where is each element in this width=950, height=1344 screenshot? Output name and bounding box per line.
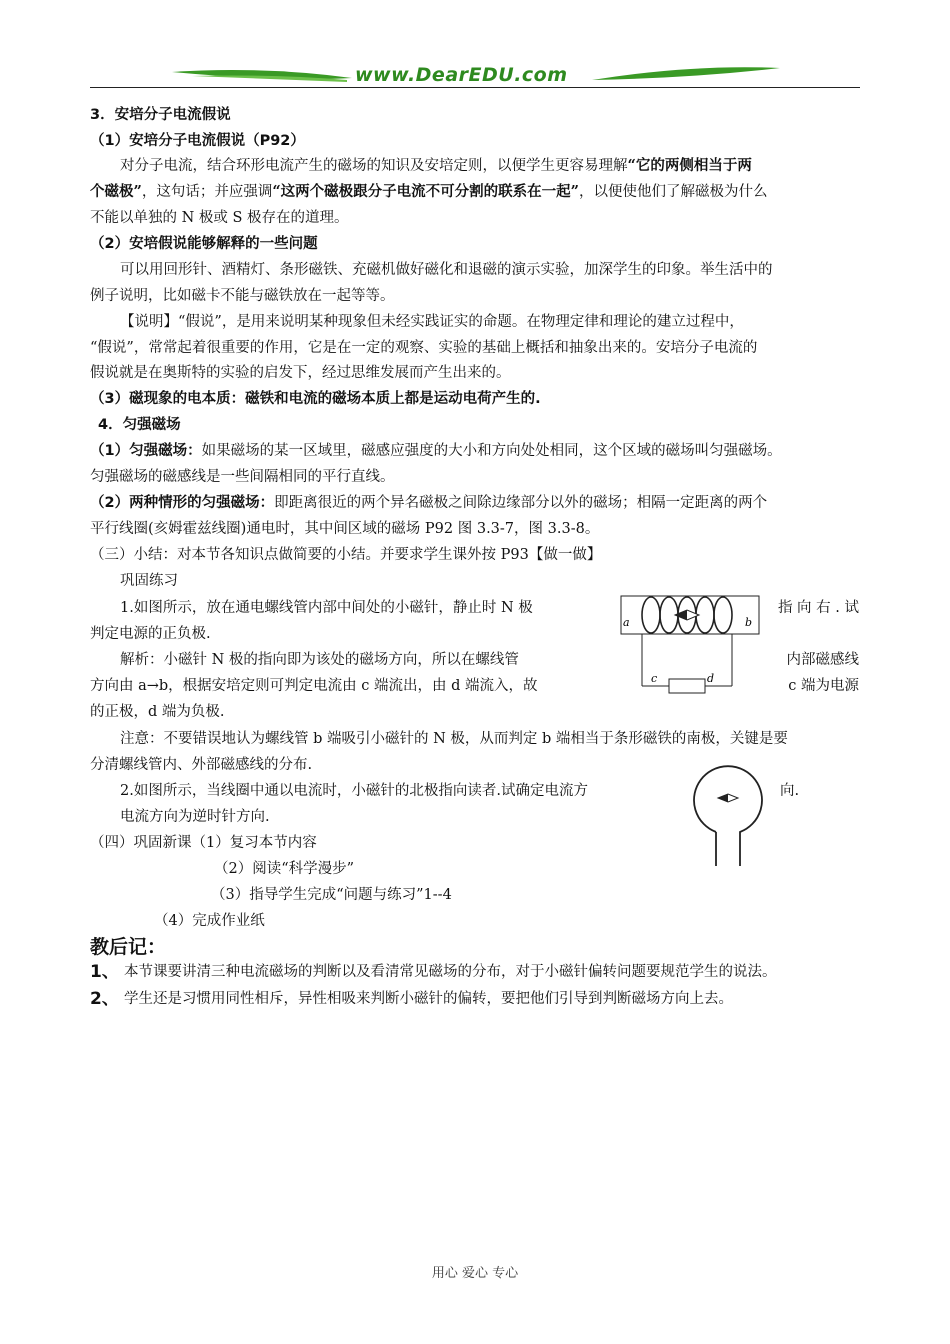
question-2-answer: 电流方向为逆时针方向. bbox=[120, 809, 270, 825]
question-2-line-1-right: 向. bbox=[780, 783, 800, 799]
paragraph-3-line-3: 假说就是在奥斯特的实验的启发下，经过思维发展而产生出来的。 bbox=[90, 365, 511, 381]
solution-1-line-3: 的正极，d 端为负极. bbox=[90, 704, 225, 720]
after-class-title: 教后记： bbox=[90, 936, 167, 958]
section-3-title: 3．安培分子电流假说 bbox=[90, 107, 231, 123]
after-class-item-2-number: 2、 bbox=[90, 989, 119, 1009]
note-line-2: 分清螺线管内、外部磁感线的分布. bbox=[90, 757, 313, 773]
practice-title: 巩固练习 bbox=[120, 573, 178, 589]
section-4-title: 4．匀强磁场 bbox=[98, 417, 181, 433]
after-class-item-1: 本节课要讲清三种电流磁场的判断以及看清常见磁场的分布，对于小磁针偏转问题要规范学生的说法。 bbox=[124, 964, 777, 980]
section-3-3: （3）磁现象的电本质：磁铁和电流的磁场本质上都是运动电荷产生的. bbox=[90, 391, 541, 407]
paragraph-3-line-2: “假说”，常常起着很重要的作用，它是在一定的观察、实验的基础上概括和抽象出来的。安培分子电流的 bbox=[90, 340, 758, 356]
consolidate-line-4: （4）完成作业纸 bbox=[154, 913, 265, 929]
section-4-2-line-1: （2）两种情形的匀强磁场：即距离很近的两个异名磁极之间除边缘部分以外的磁场；相隔一定距离的两个 bbox=[90, 495, 768, 511]
question-1-line-1: 1.如图所示，放在通电螺线管内部中间处的小磁针，静止时 N 极 bbox=[120, 600, 533, 616]
header-rule bbox=[90, 87, 860, 88]
consolidate-line-2: （2）阅读“科学漫步” bbox=[214, 861, 355, 877]
paragraph-2-line-1: 可以用回形针、酒精灯、条形磁铁、充磁机做好磁化和退磁的演示实验，加深学生的印象。举生活中的 bbox=[120, 262, 773, 278]
section-3-1-title: （1）安培分子电流假说（P92） bbox=[90, 133, 305, 149]
solution-1-line-2: 方向由 a→b，根据安培定则可判定电流由 c 端流出，由 d 端流入，故 bbox=[90, 678, 538, 694]
solution-1-line-1-right: 内部磁感线 bbox=[786, 652, 859, 668]
after-class-item-1-number: 1、 bbox=[90, 962, 119, 982]
paragraph-1-line-3: 不能以单独的 N 极或 S 极存在的道理。 bbox=[90, 210, 349, 226]
consolidate-line-1: （四）巩固新课（1）复习本节内容 bbox=[90, 835, 317, 851]
label-b: b bbox=[745, 616, 753, 629]
solution-1-line-2-right: c 端为电源 bbox=[788, 678, 859, 694]
paragraph-1-line-2: 个磁极”，这句话；并应强调“这两个磁极跟分子电流不可分割的联系在一起”，以便使他们了解磁极为什么 bbox=[90, 183, 768, 200]
label-c: c bbox=[651, 672, 658, 685]
paragraph-1-line-1: 对分子电流，结合环形电流产生的磁场的知识及安培定则，以便学生更容易理解“它的两侧相当于两 bbox=[120, 157, 752, 174]
question-1-line-2: 判定电源的正负极. bbox=[90, 626, 211, 642]
section-3-2-title: （2）安培假说能够解释的一些问题 bbox=[90, 236, 318, 252]
solution-1-line-1: 解析：小磁针 N 极的指向即为该处的磁场方向，所以在螺线管 bbox=[120, 652, 519, 668]
paragraph-3-line-1: 【说明】“假说”，是用来说明某种现象但未经实践证实的命题。在物理定律和理论的建立过程中， bbox=[120, 314, 744, 330]
after-class-item-2: 学生还是习惯用同性相斥，异性相吸来判断小磁针的偏转，要把他们引导到判断磁场方向上去。 bbox=[124, 991, 733, 1007]
section-4-1-line-2: 匀强磁场的磁感线是一些间隔相同的平行直线。 bbox=[90, 469, 395, 485]
label-a: a bbox=[623, 616, 630, 629]
summary: （三）小结：对本节各知识点做简要的小结。并要求学生课外按 P93【做一做】 bbox=[90, 547, 602, 563]
label-d: d bbox=[707, 672, 715, 685]
section-4-1-line-1: （1）匀强磁场：如果磁场的某一区域里，磁感应强度的大小和方向处处相同，这个区域的磁场叫匀强磁场。 bbox=[90, 443, 782, 459]
note-line-1: 注意：不要错误地认为螺线管 b 端吸引小磁针的 N 极，从而判定 b 端相当于条形磁铁的南极，关键是要 bbox=[120, 731, 788, 747]
paragraph-2-line-2: 例子说明，比如磁卡不能与磁铁放在一起等等。 bbox=[90, 288, 395, 304]
solenoid-circuit-figure bbox=[615, 588, 765, 708]
consolidate-line-3: （3）指导学生完成“问题与练习”1--4 bbox=[211, 887, 452, 903]
question-1-line-1-right: 指 向 右 . 试 bbox=[777, 600, 859, 616]
footer-text: 用心 爱心 专心 bbox=[431, 1266, 519, 1281]
section-4-2-line-2: 平行线圈(亥姆霍兹线圈)通电时，其中间区域的磁场 P92 图 3.3-7，图 3.3-8。 bbox=[90, 521, 600, 537]
question-2-line-1: 2.如图所示，当线圈中通以电流时，小磁针的北极指向读者.试确定电流方 bbox=[120, 783, 588, 799]
header-logo-text: www.DearEDU.com bbox=[355, 64, 568, 86]
